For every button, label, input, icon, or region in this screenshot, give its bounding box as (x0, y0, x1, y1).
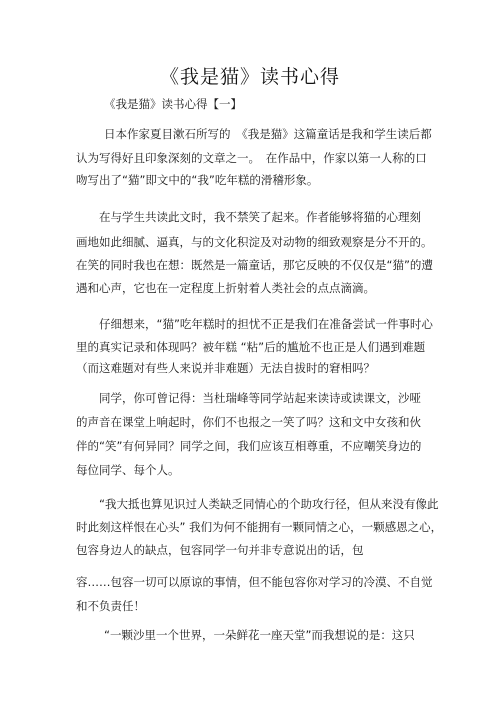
paragraph-2-line-2: 画地如此细腻、逼真，与的文化积淀及对动物的细致观察是分不开的。 (76, 235, 433, 249)
paragraph-5-line-3: 包容身边人的缺点，包容同学一句并非专意说出的话，包 (76, 543, 364, 557)
paragraph-5-line-1: “我大抵也算见识过人类缺乏同情心的个助攻行径，但从来没有像此 (99, 497, 439, 511)
paragraph-1-line-1: 日本作家夏目漱石所写的 《我是猫》这篇童话是我和学生读后都 (104, 127, 432, 141)
paragraph-1-line-2: 认为写得好且印象深刻的文章之一。 在作品中，作家以第一人称的口 (76, 151, 427, 165)
page-title: 《我是猫》读书心得 (159, 66, 340, 88)
paragraph-6-line-2: 和不负责任！ (76, 599, 145, 613)
paragraph-2-line-1: 在与学生共读此文时，我不禁笑了起来。作者能够将猫的心理刻 (99, 210, 421, 224)
paragraph-4-line-2: 的声音在课堂上响起时，你们不也报之一笑了吗？这和文中女孩和伙 (76, 415, 421, 429)
paragraph-5-line-2: 时此刻这样恨在心头” 我们为何不能拥有一颗同情之心，一颗感恩之心， (76, 520, 443, 534)
paragraph-4-line-1: 同学，你可曾记得：当杜瑞峰等同学站起来读诗或读课文，沙哑 (99, 391, 421, 405)
paragraph-2-line-4: 遇和心声，它也在一定程度上折射着人类社会的点点滴滴。 (76, 281, 375, 295)
paragraph-6-line-1: 容……包容一切可以原谅的事情，但不能包容你对学习的冷漠、不自觉 (76, 575, 433, 589)
paragraph-1-line-3: 吻写出了“猫”即文中的“我”吃年糕的滑稽形象。 (76, 173, 319, 187)
section-subtitle: 《我是猫》读书心得【一】 (104, 97, 242, 111)
paragraph-2-line-3: 在笑的同时我也在想：既然是一篇童话，那它反映的不仅仅是“猫”的遭 (76, 258, 433, 272)
paragraph-3-line-1: 仔细想来，“猫”吃年糕时的担忧不正是我们在准备尝试一件事时心 (99, 317, 433, 331)
paragraph-3-line-2: 里的真实记录和体现吗？被年糕 “粘”后的尴尬不也正是人们遇到难题 (76, 340, 426, 354)
paragraph-4-line-3: 伴的“笑”有何异同？同学之间，我们应该互相尊重，不应嘲笑身边的 (76, 439, 422, 453)
paragraph-4-line-4: 每位同学、每个人。 (76, 463, 180, 477)
paragraph-7-line-1: “一颗沙里一个世界，一朵鲜花一座天堂”而我想说的是：这只 (104, 628, 415, 642)
paragraph-3-line-3: （而这难题对有些人来说并非难题）无法自拔时的窘相吗？ (76, 361, 375, 375)
